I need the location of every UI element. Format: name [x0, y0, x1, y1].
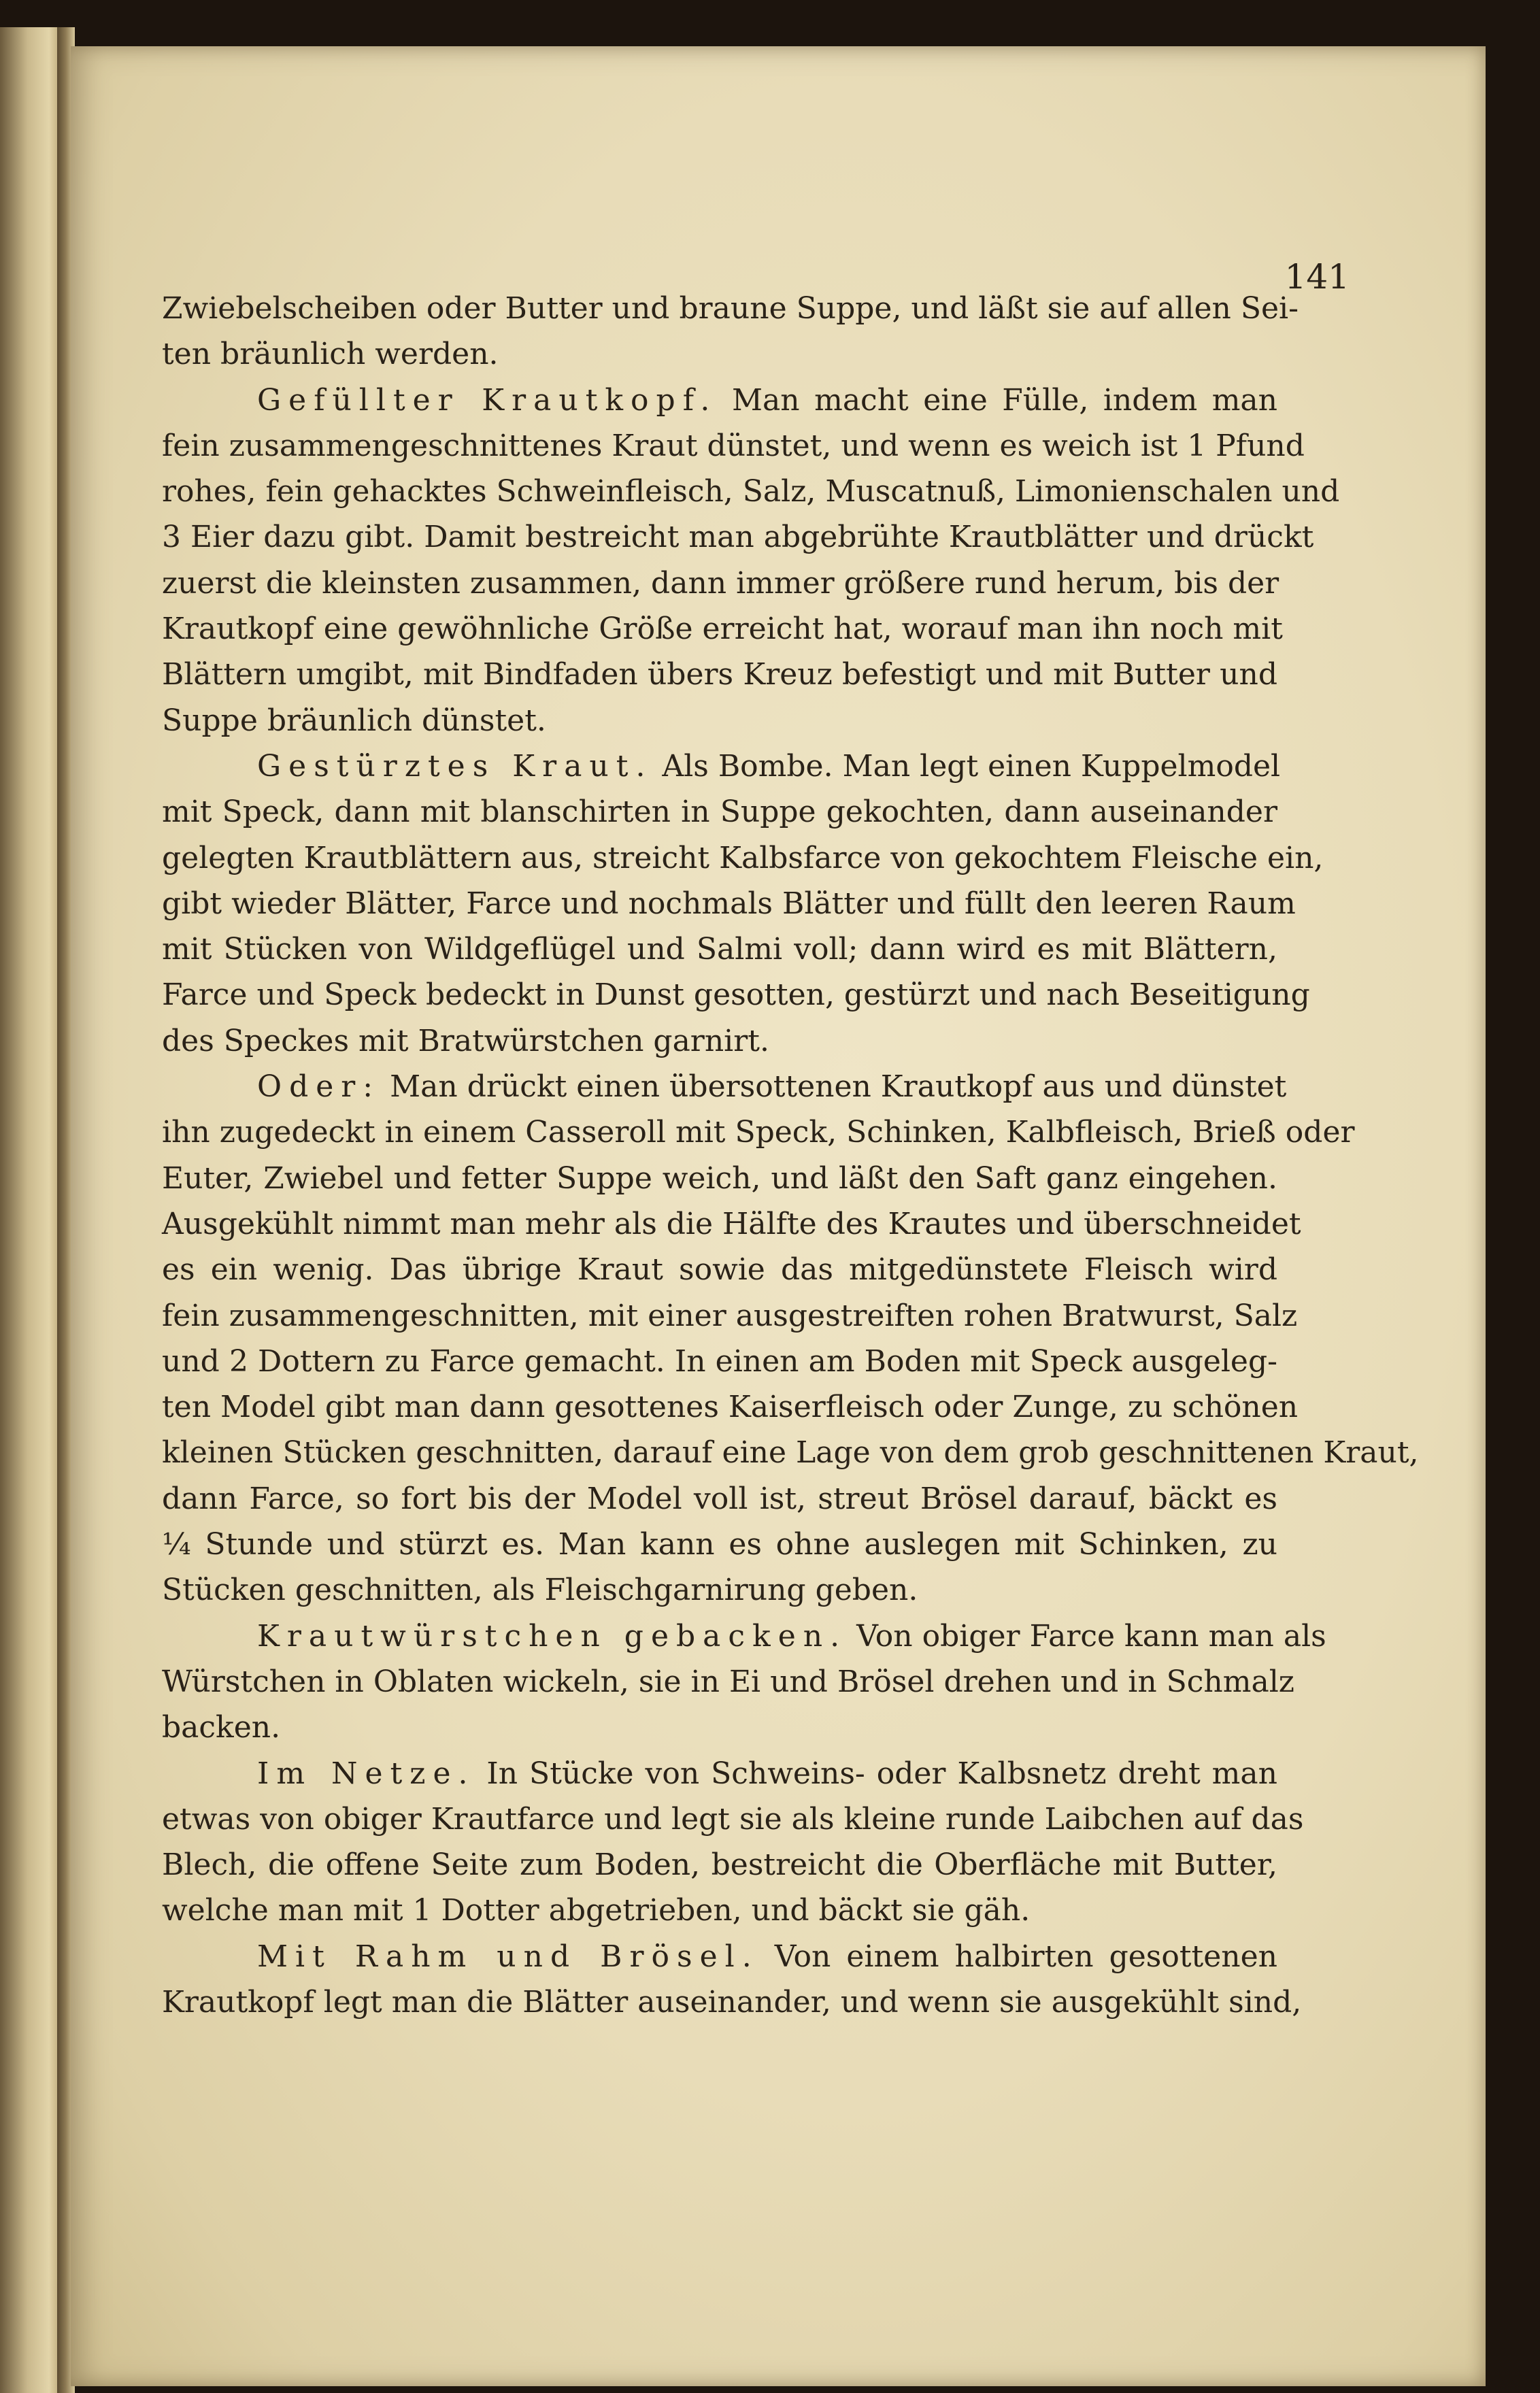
- line-text: Von obiger Farce kann man als: [847, 1618, 1326, 1654]
- text-line: [162, 972, 1310, 1018]
- recipe-heading: Gefüllter Krautkopf.: [257, 382, 718, 418]
- line-text: ihn zugedeckt in einem Casseroll mit Speck, Schinken, Kalbfleisch, Brieß oder: [162, 1115, 1355, 1150]
- text-line: [162, 1064, 1287, 1109]
- line-text: 3 Eier dazu gibt. Damit bestreicht man abgebrühte Krautblätter und drückt: [162, 520, 1314, 555]
- line-text: In Stücke von Schweins- oder Kalbsnetz dreht man: [475, 1756, 1277, 1791]
- text-line: [162, 1476, 1277, 1522]
- line-text: Krautkopf legt man die Blätter auseinander, und wenn sie ausgekühlt sind,: [162, 1984, 1302, 2020]
- text-line: [162, 378, 1277, 423]
- recipe-heading: Gestürztes Kraut.: [257, 748, 653, 784]
- text-line: [162, 652, 1277, 697]
- line-text: welche man mit 1 Dotter abgetrieben, und bäckt sie gäh.: [162, 1893, 1031, 1928]
- recipe-heading: Mit Rahm und Brösel.: [257, 1939, 759, 1974]
- text-line: [162, 1109, 1355, 1155]
- text-line: [162, 1567, 1277, 1613]
- text-line: [162, 835, 1324, 881]
- line-text: des Speckes mit Bratwürstchen garnirt.: [162, 1023, 769, 1058]
- text-line: [162, 1888, 1277, 1933]
- text-line: [162, 423, 1305, 469]
- page-number: 141: [1284, 257, 1350, 297]
- text-line: [162, 789, 1277, 835]
- text-line: [162, 560, 1277, 606]
- line-text: es ein wenig. Das übrige Kraut sowie das mitgedünstete Fleisch wird: [162, 1252, 1277, 1288]
- text-line: [162, 469, 1340, 514]
- text-line: [162, 606, 1283, 652]
- line-text: gelegten Krautblättern aus, streicht Kalbsfarce von gekochtem Fleische ein,: [162, 840, 1324, 875]
- line-text: Farce und Speck bedeckt in Dunst gesotten, gestürzt und nach Beseitigung: [162, 977, 1310, 1013]
- text-line: [162, 1705, 1277, 1750]
- line-text: Zwiebelscheiben oder Butter und braune Suppe, und läßt sie auf allen Sei-: [162, 291, 1299, 326]
- text-line: [162, 1842, 1277, 1888]
- line-text: Man macht eine Fülle, indem man: [717, 382, 1277, 418]
- line-text: Suppe bräunlich dünstet.: [162, 703, 546, 738]
- text-line: [162, 1751, 1277, 1796]
- line-text: etwas von obiger Krautfarce und legt sie als kleine runde Laibchen auf das: [162, 1801, 1304, 1837]
- text-line: [162, 1796, 1304, 1842]
- text-line: [162, 881, 1296, 926]
- recipe-heading: Im Netze.: [257, 1756, 475, 1791]
- text-line: [162, 1430, 1419, 1475]
- text-line: [162, 743, 1281, 789]
- page-text: [162, 286, 1419, 2025]
- line-text: Blättern umgibt, mit Bindfaden übers Kreuz befestigt und mit Butter und: [162, 657, 1277, 692]
- facing-page-edge: [0, 27, 61, 2393]
- line-text: Man drückt einen übersottenen Krautkopf aus und dünstet: [380, 1069, 1287, 1105]
- line-text: Ausgekühlt nimmt man mehr als die Hälfte des Krautes und überschneidet: [162, 1206, 1301, 1241]
- line-text: Euter, Zwiebel und fetter Suppe weich, und läßt den Saft ganz eingehen.: [162, 1160, 1277, 1196]
- line-text: ten Model gibt man dann gesottenes Kaiserfleisch oder Zunge, zu schönen: [162, 1390, 1299, 1425]
- text-line: [162, 1201, 1301, 1247]
- line-text: Von einem halbirten gesottenen: [758, 1939, 1277, 1974]
- line-text: dann Farce, so fort bis der Model voll ist, streut Brösel darauf, bäckt es: [162, 1481, 1277, 1516]
- line-text: rohes, fein gehacktes Schweinfleisch, Salz, Muscatnuß, Limonienschalen und: [162, 474, 1340, 509]
- text-line: [162, 1522, 1277, 1567]
- line-text: gibt wieder Blätter, Farce und nochmals Blätter und füllt den leeren Raum: [162, 886, 1296, 921]
- text-line: [162, 1659, 1294, 1705]
- text-line: [162, 1018, 1277, 1064]
- text-line: [162, 1339, 1277, 1384]
- line-text: Würstchen in Oblaten wickeln, sie in Ei und Brösel drehen und in Schmalz: [162, 1664, 1294, 1699]
- text-line: [162, 926, 1277, 972]
- recipe-heading: Krautwürstchen gebacken.: [257, 1618, 848, 1654]
- text-line: [162, 514, 1314, 560]
- line-text: Blech, die offene Seite zum Boden, bestreicht die Oberfläche mit Butter,: [162, 1847, 1277, 1883]
- text-line: [162, 1156, 1277, 1201]
- line-text: Stücken geschnitten, als Fleischgarnirung geben.: [162, 1573, 918, 1608]
- line-text: fein zusammengeschnittenes Kraut dünstet, und wenn es weich ist 1 Pfund: [162, 428, 1305, 463]
- text-line: [162, 1934, 1277, 1979]
- text-line: [162, 1613, 1326, 1659]
- text-line: [162, 1293, 1298, 1339]
- line-text: Als Bombe. Man legt einen Kuppelmodel: [652, 748, 1281, 784]
- line-text: Krautkopf eine gewöhnliche Größe erreicht hat, worauf man ihn noch mit: [162, 612, 1283, 647]
- line-text: und 2 Dottern zu Farce gemacht. In einen am Boden mit Speck ausgeleg-: [162, 1343, 1277, 1379]
- line-text: mit Speck, dann mit blanschirten in Suppe gekochten, dann auseinander: [162, 794, 1277, 830]
- text-line: [162, 286, 1299, 331]
- text-line: [162, 698, 1277, 743]
- text-line: [162, 1979, 1302, 2025]
- line-text: fein zusammengeschnitten, mit einer ausgestreiften rohen Bratwurst, Salz: [162, 1298, 1298, 1333]
- line-text: ¼ Stunde und stürzt es. Man kann es ohne auslegen mit Schinken, zu: [162, 1527, 1277, 1562]
- line-text: zuerst die kleinsten zusammen, dann immer größere rund herum, bis der: [162, 565, 1279, 601]
- text-line: [162, 1247, 1277, 1292]
- line-text: ten bräunlich werden.: [162, 337, 499, 372]
- text-line: [162, 1384, 1299, 1430]
- text-line: [162, 331, 1277, 377]
- recipe-heading: Oder:: [257, 1069, 381, 1105]
- line-text: kleinen Stücken geschnitten, darauf eine Lage von dem grob geschnittenen Kraut,: [162, 1435, 1419, 1471]
- line-text: mit Stücken von Wildgeflügel und Salmi voll; dann wird es mit Blättern,: [162, 932, 1277, 967]
- line-text: backen.: [162, 1710, 281, 1745]
